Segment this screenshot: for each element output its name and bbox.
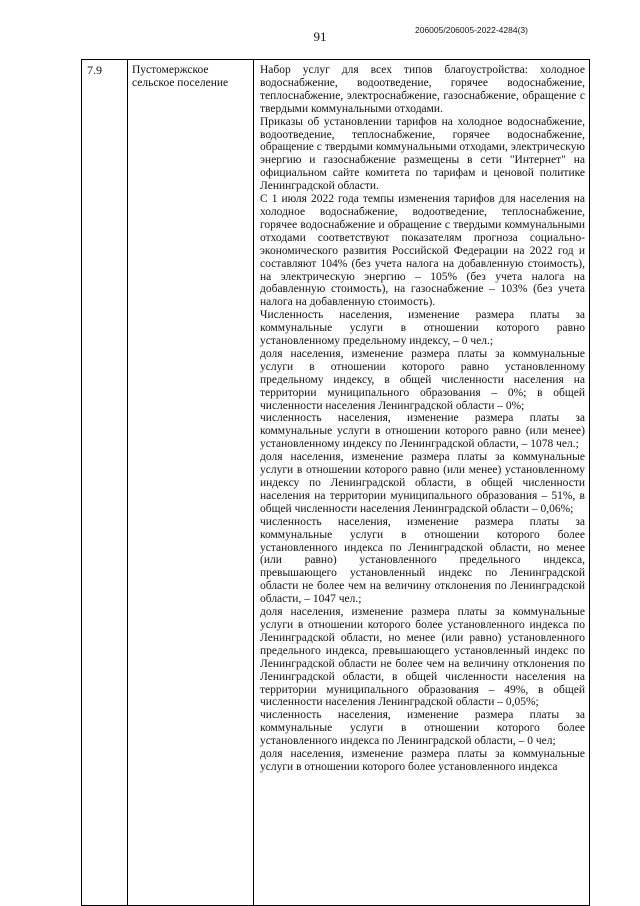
paragraph: Приказы об установлении тарифов на холодное водоснабжение, водоотведение, теплоснабжение, горячее водоснабжение, обращение с твердыми коммунальными отходами, электрическую энергию и газоснабжение размещены в сети "Интернет" на официальном сайте комитета по тарифам и ценовой политике Ленинградской области. (260, 115, 585, 193)
paragraph: Численность населения, изменение размера платы за коммунальные услуги в отношении которого равно установленному предельному индексу, – 0 чел.; (260, 309, 585, 348)
paragraph: доля населения, изменение размера платы за коммунальные услуги в отношении которого равно (или менее) установленному индексу по Ленинградской области, в общей численности населения на территории муниципального образования – 51%, в общей численности населения Ленинградской области – 0,06%; (260, 451, 585, 515)
paragraph: численность населения, изменение размера платы за коммунальные услуги в отношении которого более установленного индекса по Ленинградской области, – 0 чел; (260, 709, 585, 748)
paragraph: доля населения, изменение размера платы за коммунальные услуги в отношении которого более установленного индекса (260, 748, 585, 773)
paragraph: доля населения, изменение размера платы за коммунальные услуги в отношении которого равно установленному предельному индексу, в общей численности населения на территории муниципального образования – 0%; в общей численности населения Ленинградской области – 0%; (260, 347, 585, 412)
document-code: 206005/206005-2022-4284(3) (415, 25, 528, 35)
paragraph: С 1 июля 2022 года темпы изменения тарифов для населения на холодное водоснабжение, водоотведение, теплоснабжение, горячее водоснабжение и обращение с твердыми коммунальными отходами соответствуют показателям прогноза социально-экономического развития Российской Федерации на 2022 год и составляют 104% (без учета налога на добавленную стоимость), на электрическую энергию – 105% (без учета налога на добавленную стоимость), на газоснабжение – 103% (без учета налога на добавленную стоимость). (260, 193, 585, 309)
paragraph: численность населения, изменение размера платы за коммунальные услуги в отношении которого равно (или менее) установленному индексу по Ленинградской области, – 1078 чел.; (260, 412, 585, 451)
page-number: 91 (313, 29, 327, 44)
paragraph: Набор услуг для всех типов благоустройства: холодное водоснабжение, водоотведение, горячее водоснабжение, теплоснабжение, электроснабжение, газоснабжение, обращение с твердыми коммунальными отходами. (260, 64, 585, 115)
row-description (254, 60, 590, 906)
settlement-table (81, 59, 590, 906)
settlement-name: Пустомержское сельское поселение (128, 60, 254, 906)
paragraph: доля населения, изменение размера платы за коммунальные услуги в отношении которого более установленного индекса по Ленинградской области, но менее (или равно) установленного предельного индекса, превышающего установленный индекс по Ленинградской области не более чем на величину отклонения по Ленинградской области, в общей численности населения на территории муниципального образования – 49%, в общей численности населения Ленинградской области – 0,05%; (260, 606, 585, 709)
row-index: 7.9 (82, 60, 128, 906)
table-row (82, 60, 590, 906)
paragraph: численность населения, изменение размера платы за коммунальные услуги в отношении которого более установленного индекса по Ленинградской области, но менее (или равно) установленного предельного индекса, превышающего установленный индекс по Ленинградской области не более чем на величину отклонения по Ленинградской области, – 1047 чел.; (260, 515, 585, 606)
